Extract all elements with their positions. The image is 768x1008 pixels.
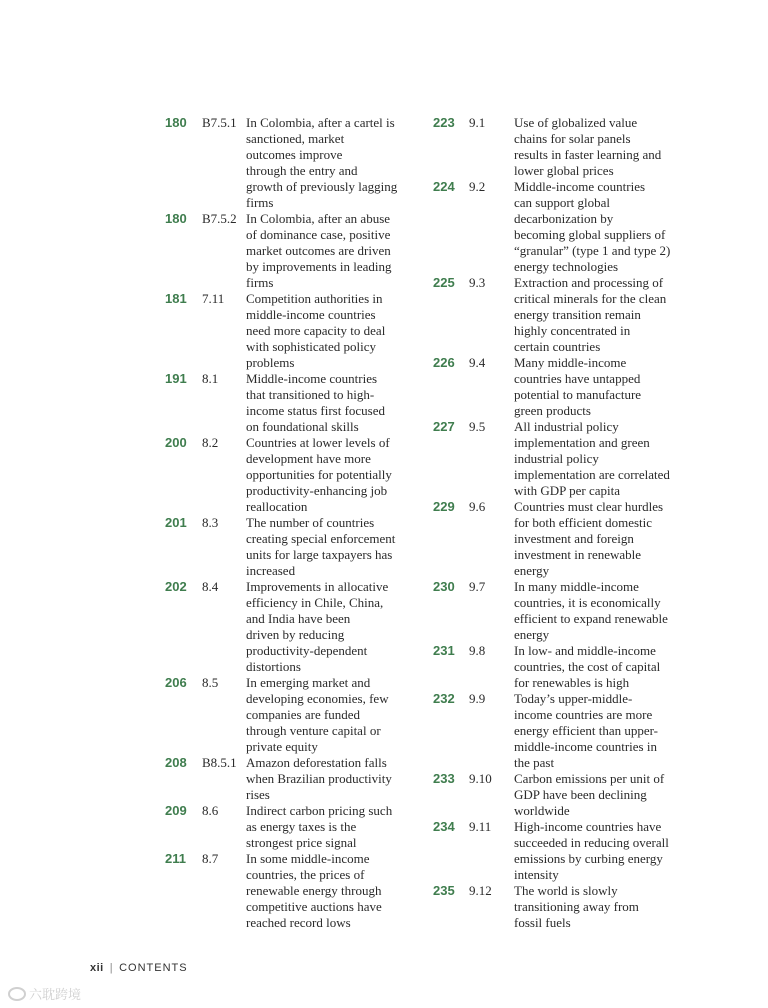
toc-title-line: Extraction and processing of bbox=[514, 275, 664, 290]
page-footer bbox=[90, 962, 188, 974]
toc-figure-number: 8.3 bbox=[202, 515, 219, 530]
toc-figure-number: 9.5 bbox=[469, 419, 486, 434]
watermark bbox=[8, 984, 81, 1003]
toc-figure-title bbox=[514, 499, 683, 579]
toc-title-line: distortions bbox=[246, 659, 301, 674]
toc-title-line: the past bbox=[514, 755, 555, 770]
toc-figure-title bbox=[246, 371, 415, 435]
toc-entry[interactable] bbox=[433, 643, 683, 691]
toc-title-line: need more capacity to deal bbox=[246, 323, 386, 338]
toc-figure-title bbox=[246, 291, 415, 371]
toc-title-line: that transitioned to high- bbox=[246, 387, 375, 402]
toc-title-line: with sophisticated policy bbox=[246, 339, 376, 354]
toc-figure-number: 9.2 bbox=[469, 179, 486, 194]
toc-page-number: 229 bbox=[433, 499, 455, 514]
toc-figure-title bbox=[514, 419, 683, 499]
toc-column-left bbox=[165, 115, 415, 931]
toc-title-line: income status first focused bbox=[246, 403, 385, 418]
toc-title-line: investment and foreign bbox=[514, 531, 634, 546]
toc-entry[interactable] bbox=[165, 291, 415, 371]
toc-title-line: Carbon emissions per unit of bbox=[514, 771, 665, 786]
toc-page-number: 223 bbox=[433, 115, 455, 130]
toc-page-number: 180 bbox=[165, 115, 187, 130]
toc-title-line: efficiency in Chile, China, bbox=[246, 595, 384, 610]
toc-figure-title bbox=[246, 803, 415, 851]
toc-title-line: competitive auctions have bbox=[246, 899, 382, 914]
toc-column-right bbox=[433, 115, 683, 931]
toc-title-line: potential to manufacture bbox=[514, 387, 642, 402]
toc-page-number: 211 bbox=[165, 851, 186, 866]
toc-title-line: In Colombia, after a cartel is bbox=[246, 115, 395, 130]
toc-entry[interactable] bbox=[433, 419, 683, 499]
toc-page-number: 180 bbox=[165, 211, 187, 226]
toc-title-line: private equity bbox=[246, 739, 318, 754]
toc-title-line: of dominance case, positive bbox=[246, 227, 391, 242]
toc-title-line: middle-income countries in bbox=[514, 739, 657, 754]
toc-title-line: intensity bbox=[514, 867, 559, 882]
toc-entry[interactable] bbox=[433, 579, 683, 643]
toc-title-line: Countries at lower levels of bbox=[246, 435, 390, 450]
toc-title-line: for renewables is high bbox=[514, 675, 630, 690]
toc-figure-number: B7.5.1 bbox=[202, 115, 237, 130]
toc-page-number: 233 bbox=[433, 771, 455, 786]
toc-title-line: In emerging market and bbox=[246, 675, 371, 690]
toc-title-line: units for large taxpayers has bbox=[246, 547, 393, 562]
toc-title-line: green products bbox=[514, 403, 591, 418]
toc-entry[interactable] bbox=[433, 275, 683, 355]
toc-figure-title bbox=[246, 851, 415, 931]
toc-page-number: 226 bbox=[433, 355, 455, 370]
toc-figure-title bbox=[246, 211, 415, 291]
toc-title-line: All industrial policy bbox=[514, 419, 619, 434]
toc-figure-title bbox=[514, 771, 683, 819]
toc-title-line: income countries are more bbox=[514, 707, 653, 722]
toc-figure-title bbox=[514, 819, 683, 883]
toc-title-line: development have more bbox=[246, 451, 371, 466]
toc-figure-number: 9.3 bbox=[469, 275, 486, 290]
toc-title-line: developing economies, few bbox=[246, 691, 389, 706]
toc-figure-number: 7.11 bbox=[202, 291, 225, 306]
toc-figure-title bbox=[246, 115, 415, 211]
toc-title-line: efficient to expand renewable bbox=[514, 611, 668, 626]
toc-entry[interactable] bbox=[433, 179, 683, 275]
toc-figure-number: 9.10 bbox=[469, 771, 492, 786]
toc-figure-number: 8.6 bbox=[202, 803, 219, 818]
toc-page-number: 202 bbox=[165, 579, 187, 594]
toc-entry[interactable] bbox=[433, 819, 683, 883]
toc-title-line: outcomes improve bbox=[246, 147, 343, 162]
toc-figure-title bbox=[514, 579, 683, 643]
toc-entry[interactable] bbox=[165, 755, 415, 803]
toc-title-line: succeeded in reducing overall bbox=[514, 835, 669, 850]
toc-title-line: Middle-income countries bbox=[514, 179, 646, 194]
toc-title-line: creating special enforcement bbox=[246, 531, 396, 546]
toc-entry[interactable] bbox=[165, 515, 415, 579]
toc-title-line: firms bbox=[246, 195, 274, 210]
toc-title-line: lower global prices bbox=[514, 163, 614, 178]
toc-entry[interactable] bbox=[165, 675, 415, 755]
toc-title-line: growth of previously lagging bbox=[246, 179, 398, 194]
toc-title-line: In many middle-income bbox=[514, 579, 639, 594]
toc-title-line: emissions by curbing energy bbox=[514, 851, 663, 866]
toc-page-number: 206 bbox=[165, 675, 187, 690]
toc-title-line: productivity-enhancing job bbox=[246, 483, 388, 498]
toc-title-line: and India have been bbox=[246, 611, 351, 626]
toc-figure-title bbox=[514, 275, 683, 355]
toc-title-line: renewable energy through bbox=[246, 883, 382, 898]
toc-title-line: Improvements in allocative bbox=[246, 579, 389, 594]
footer-separator: | bbox=[109, 962, 114, 974]
toc-title-line: strongest price signal bbox=[246, 835, 357, 850]
toc-title-line: chains for solar panels bbox=[514, 131, 631, 146]
toc-title-line: increased bbox=[246, 563, 296, 578]
toc-page-number: 235 bbox=[433, 883, 455, 898]
toc-title-line: energy bbox=[514, 627, 550, 642]
toc-title-line: industrial policy bbox=[514, 451, 599, 466]
toc-title-line: fossil fuels bbox=[514, 915, 571, 930]
toc-entry[interactable] bbox=[165, 211, 415, 291]
toc-title-line: market outcomes are driven bbox=[246, 243, 391, 258]
toc-page-number: 231 bbox=[433, 643, 455, 658]
toc-title-line: implementation and green bbox=[514, 435, 650, 450]
toc-title-line: as energy taxes is the bbox=[246, 819, 357, 834]
toc-title-line: becoming global suppliers of bbox=[514, 227, 666, 242]
toc-title-line: companies are funded bbox=[246, 707, 361, 722]
toc-figure-number: 9.11 bbox=[469, 819, 492, 834]
toc-title-line: GDP have been declining bbox=[514, 787, 647, 802]
toc-entry[interactable] bbox=[433, 499, 683, 579]
toc-title-line: countries, the prices of bbox=[246, 867, 365, 882]
toc-title-line: The number of countries bbox=[246, 515, 375, 530]
toc-title-line: through the entry and bbox=[246, 163, 358, 178]
toc-title-line: transitioning away from bbox=[514, 899, 639, 914]
toc-title-line: decarbonization by bbox=[514, 211, 614, 226]
toc-figure-title bbox=[246, 755, 415, 803]
toc-page-number: 201 bbox=[165, 515, 187, 530]
toc-figure-number: 9.8 bbox=[469, 643, 486, 658]
toc-title-line: “granular” (type 1 and type 2) bbox=[514, 243, 671, 258]
toc-title-line: on foundational skills bbox=[246, 419, 359, 434]
toc-title-line: with GDP per capita bbox=[514, 483, 621, 498]
toc-title-line: for both efficient domestic bbox=[514, 515, 653, 530]
toc-title-line: reached record lows bbox=[246, 915, 351, 930]
toc-page-number: 230 bbox=[433, 579, 455, 594]
toc-entry[interactable] bbox=[433, 883, 683, 931]
toc-title-line: results in faster learning and bbox=[514, 147, 662, 162]
toc-title-line: The world is slowly bbox=[514, 883, 618, 898]
toc-figure-title bbox=[246, 435, 415, 515]
toc-figure-number: 8.4 bbox=[202, 579, 219, 594]
toc-page-number: 200 bbox=[165, 435, 187, 450]
toc-entry[interactable] bbox=[165, 803, 415, 851]
toc-entry[interactable] bbox=[433, 771, 683, 819]
toc-page-number: 232 bbox=[433, 691, 455, 706]
toc-entry[interactable] bbox=[165, 371, 415, 435]
toc-figure-title bbox=[246, 579, 415, 675]
toc-figure-number: 9.6 bbox=[469, 499, 486, 514]
toc-figure-title bbox=[514, 179, 683, 275]
toc-page-number: 191 bbox=[165, 371, 187, 386]
toc-title-line: worldwide bbox=[514, 803, 570, 818]
toc-title-line: rises bbox=[246, 787, 270, 802]
toc-title-line: problems bbox=[246, 355, 295, 370]
toc-figure-title bbox=[514, 643, 683, 691]
toc-title-line: countries, the cost of capital bbox=[514, 659, 661, 674]
toc-entry[interactable] bbox=[165, 579, 415, 675]
toc-page-number: 208 bbox=[165, 755, 187, 770]
toc-title-line: productivity-dependent bbox=[246, 643, 368, 658]
toc-title-line: In Colombia, after an abuse bbox=[246, 211, 391, 226]
toc-figure-title bbox=[514, 115, 683, 179]
toc-title-line: energy transition remain bbox=[514, 307, 641, 322]
toc-title-line: High-income countries have bbox=[514, 819, 662, 834]
toc-title-line: reallocation bbox=[246, 499, 308, 514]
toc-entry[interactable] bbox=[433, 355, 683, 419]
toc-title-line: countries have untapped bbox=[514, 371, 641, 386]
toc-title-line: investment in renewable bbox=[514, 547, 642, 562]
toc-figure-number: 9.1 bbox=[469, 115, 486, 130]
watermark-logo-icon bbox=[8, 987, 26, 1001]
toc-figure-title bbox=[514, 691, 683, 771]
toc-page-number: 224 bbox=[433, 179, 455, 194]
toc-figure-number: 8.2 bbox=[202, 435, 219, 450]
toc-title-line: firms bbox=[246, 275, 274, 290]
toc-title-line: opportunities for potentially bbox=[246, 467, 392, 482]
toc-figure-number: 8.1 bbox=[202, 371, 219, 386]
toc-title-line: Today’s upper-middle- bbox=[514, 691, 633, 706]
toc-title-line: countries, it is economically bbox=[514, 595, 661, 610]
toc-page-number: 181 bbox=[165, 291, 187, 306]
toc-page-number: 234 bbox=[433, 819, 455, 834]
toc-figure-title bbox=[514, 355, 683, 419]
toc-title-line: highly concentrated in bbox=[514, 323, 631, 338]
toc-title-line: Competition authorities in bbox=[246, 291, 383, 306]
section-label: CONTENTS bbox=[119, 962, 188, 974]
toc-title-line: energy technologies bbox=[514, 259, 619, 274]
toc-figure-number: 8.7 bbox=[202, 851, 219, 866]
toc-title-line: Many middle-income bbox=[514, 355, 627, 370]
toc-page-number: 225 bbox=[433, 275, 455, 290]
toc-entry[interactable] bbox=[433, 115, 683, 179]
toc-title-line: certain countries bbox=[514, 339, 601, 354]
toc-figure-number: 9.9 bbox=[469, 691, 486, 706]
toc-title-line: energy bbox=[514, 563, 550, 578]
toc-title-line: driven by reducing bbox=[246, 627, 345, 642]
toc-title-line: Countries must clear hurdles bbox=[514, 499, 664, 514]
toc-title-line: through venture capital or bbox=[246, 723, 381, 738]
toc-title-line: Amazon deforestation falls bbox=[246, 755, 387, 770]
toc-title-line: by improvements in leading bbox=[246, 259, 392, 274]
toc-title-line: Indirect carbon pricing such bbox=[246, 803, 393, 818]
toc-title-line: Middle-income countries bbox=[246, 371, 378, 386]
toc-page-number: 227 bbox=[433, 419, 455, 434]
toc-entry[interactable] bbox=[165, 851, 415, 931]
toc-page-number: 209 bbox=[165, 803, 187, 818]
toc-figure-number: 9.12 bbox=[469, 883, 492, 898]
toc-title-line: critical minerals for the clean bbox=[514, 291, 667, 306]
toc-title-line: implementation are correlated bbox=[514, 467, 670, 482]
toc-figure-number: 8.5 bbox=[202, 675, 219, 690]
folio: xii bbox=[90, 962, 104, 974]
toc-figure-title bbox=[246, 675, 415, 755]
toc-figure-number: B7.5.2 bbox=[202, 211, 237, 226]
toc-title-line: middle-income countries bbox=[246, 307, 376, 322]
toc-figure-number: B8.5.1 bbox=[202, 755, 237, 770]
toc-title-line: In some middle-income bbox=[246, 851, 370, 866]
toc-figure-title bbox=[246, 515, 415, 579]
toc-figure-title bbox=[514, 883, 683, 931]
toc-figure-number: 9.7 bbox=[469, 579, 486, 594]
toc-title-line: sanctioned, market bbox=[246, 131, 345, 146]
toc-figure-number: 9.4 bbox=[469, 355, 486, 370]
toc-entry[interactable] bbox=[433, 691, 683, 771]
toc-title-line: In low- and middle-income bbox=[514, 643, 656, 658]
toc-entry[interactable] bbox=[165, 435, 415, 515]
toc-title-line: energy efficient than upper- bbox=[514, 723, 659, 738]
toc-title-line: Use of globalized value bbox=[514, 115, 638, 130]
toc-entry[interactable] bbox=[165, 115, 415, 211]
toc-title-line: when Brazilian productivity bbox=[246, 771, 392, 786]
toc-title-line: can support global bbox=[514, 195, 611, 210]
watermark-text: 六耽跨境 bbox=[29, 988, 82, 1003]
